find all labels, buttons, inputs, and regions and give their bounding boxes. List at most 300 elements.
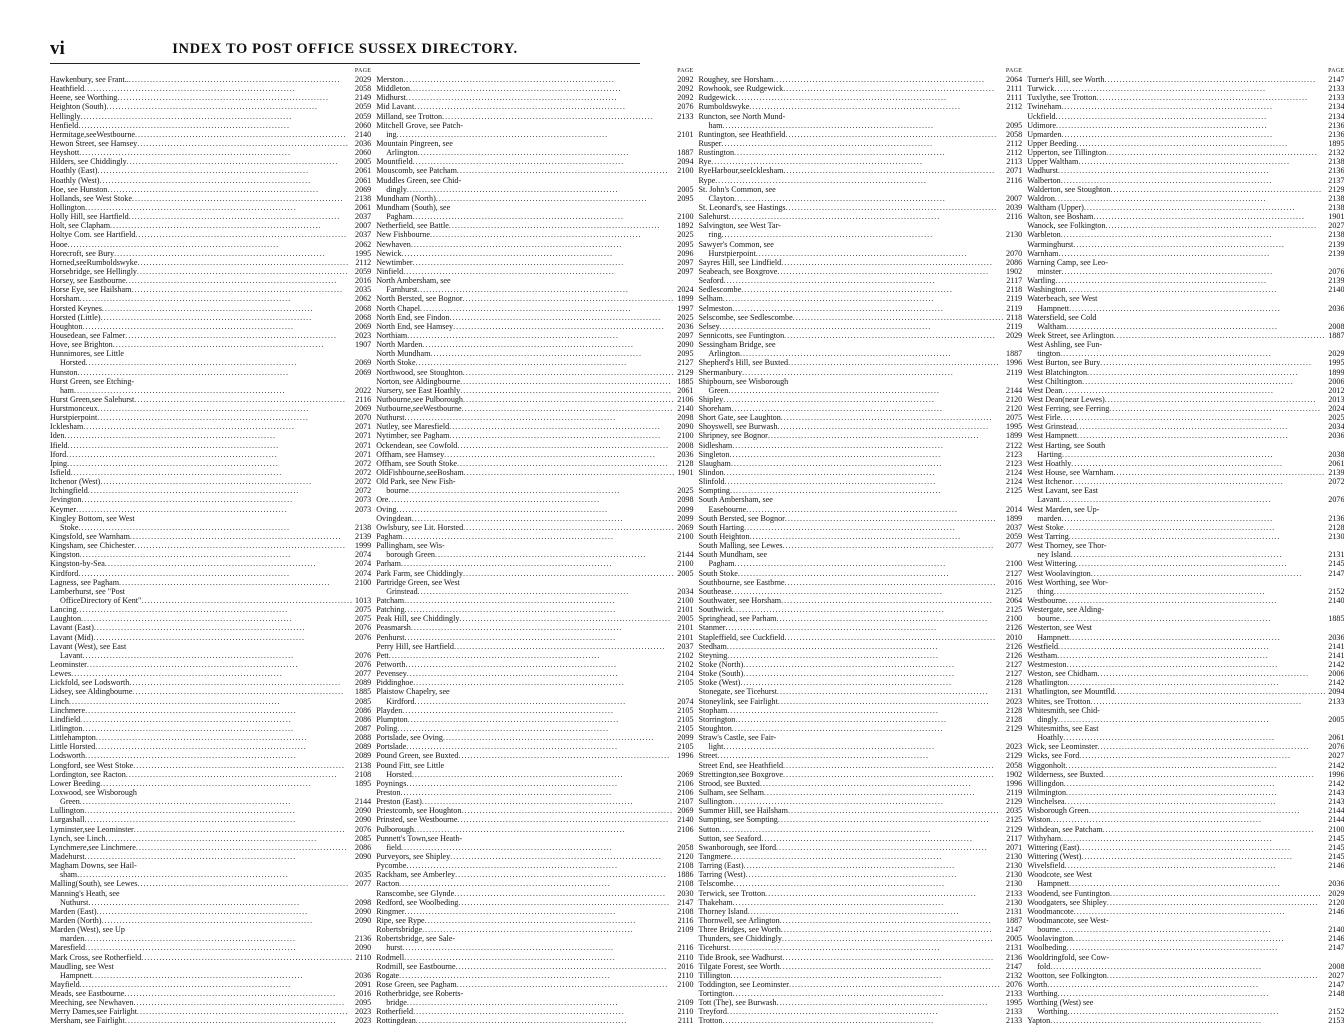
- entry-place-name: Purveyors, see Shipley: [376, 851, 451, 861]
- entry-page-number: 2119: [1006, 321, 1023, 331]
- entry-place-name: Shripney, see Bognor: [698, 431, 768, 441]
- entry-place-name: Pagham: [376, 532, 403, 542]
- entry-page-number: 2068: [355, 312, 372, 322]
- index-entry: [50, 276, 371, 285]
- leader-dots: [137, 1007, 353, 1016]
- leader-dots: [764, 788, 1004, 797]
- leader-dots: [1105, 221, 1326, 230]
- entry-page-number: 2141: [1328, 650, 1344, 660]
- entry-page-number: 2117: [1006, 276, 1023, 286]
- index-entry: [376, 84, 693, 93]
- leader-dots: [1066, 788, 1326, 797]
- leader-dots: [463, 569, 675, 578]
- entry-place-name: Selscombe, see Sedlescombe: [698, 312, 793, 322]
- leader-dots: [458, 898, 675, 907]
- entry-page-number: 1887: [677, 148, 694, 158]
- entry-page-number: 2077: [355, 879, 372, 889]
- leader-dots: [449, 431, 675, 440]
- entry-place-name: West Thorney, see Thor-: [1027, 541, 1107, 551]
- entry-place-name: Summer Hill, see Hailsham: [698, 806, 788, 816]
- leader-dots: [1093, 212, 1326, 221]
- entry-page-number: 2035: [355, 285, 372, 295]
- index-entry: [1027, 404, 1344, 413]
- leader-dots: [1065, 861, 1327, 870]
- index-entry: [50, 93, 371, 102]
- entry-place-name: Hewon Street, see Hamsey: [50, 138, 138, 148]
- index-entry: [376, 267, 693, 276]
- index-entry: [698, 377, 1022, 386]
- entry-page-number: 2098: [355, 897, 372, 907]
- index-entry: [50, 422, 371, 431]
- index-entry: [376, 870, 693, 879]
- leader-dots: [106, 102, 353, 111]
- index-entry: [698, 916, 1022, 925]
- leader-dots: [1110, 185, 1326, 194]
- entry-page-number: 2059: [355, 102, 372, 112]
- index-entry: [1027, 84, 1344, 93]
- entry-place-name: Woodmancote, see West-: [1027, 915, 1109, 925]
- leader-dots: [744, 861, 1004, 870]
- index-entry: [698, 468, 1022, 477]
- leader-dots: [1056, 121, 1326, 130]
- entry-place-name: Hellingly: [50, 111, 81, 121]
- index-entry: [1027, 623, 1344, 632]
- entry-place-name: Horsted: [60, 358, 86, 368]
- entry-place-name: Arlington: [708, 349, 740, 359]
- leader-dots: [454, 642, 675, 651]
- entry-page-number: 2097: [677, 330, 694, 340]
- leader-dots: [730, 450, 1005, 459]
- leader-dots: [785, 130, 1004, 139]
- entry-place-name: Penhurst: [376, 632, 405, 642]
- entry-place-name: Horecroft, see Bury: [50, 248, 115, 258]
- entry-place-name: Jevington: [50, 495, 82, 505]
- index-entry: [50, 971, 371, 980]
- entry-place-name: Oving: [376, 504, 397, 514]
- index-entry: [376, 249, 693, 258]
- index-entry: [698, 523, 1022, 532]
- entry-place-name: Marden (West), see Up: [50, 925, 125, 935]
- index-entry: [376, 294, 693, 303]
- index-entry: [1027, 377, 1344, 386]
- entry-page-number: 2007: [355, 221, 372, 231]
- entry-place-name: Rustington: [698, 148, 735, 158]
- leader-dots: [449, 221, 676, 230]
- index-entry: [50, 304, 371, 313]
- leader-dots: [733, 879, 1004, 888]
- index-entry: [698, 815, 1022, 824]
- entry-place-name: Slaugham: [698, 458, 731, 468]
- index-entry: [698, 285, 1022, 294]
- entry-page-number: 2100: [1006, 559, 1023, 569]
- entry-place-name: North Chapel: [376, 303, 421, 313]
- entry-place-name: Upmarden: [1027, 129, 1062, 139]
- leader-dots: [98, 404, 353, 413]
- entry-page-number: 2138: [355, 522, 372, 532]
- leader-dots: [402, 532, 675, 541]
- index-entry: [376, 258, 693, 267]
- index-entry: [376, 304, 693, 313]
- index-entry: [376, 541, 693, 550]
- entry-page-number: 1887: [1006, 915, 1023, 925]
- leader-dots: [1063, 733, 1326, 742]
- leader-dots: [746, 870, 1004, 879]
- leader-dots: [135, 130, 353, 139]
- entry-place-name: Littlehampton: [50, 733, 96, 743]
- entry-page-number: 2076: [1328, 266, 1344, 276]
- entry-place-name: Green: [708, 385, 729, 395]
- entry-place-name: Nuthurst: [60, 897, 89, 907]
- entry-place-name: Offham, see South Stoke: [376, 458, 457, 468]
- entry-place-name: Heene, see Worthing: [50, 93, 118, 103]
- leader-dots: [778, 815, 1004, 824]
- entry-place-name: Wilderness, see Buxted: [1027, 769, 1104, 779]
- entry-page-number: 2140: [1328, 925, 1344, 935]
- entry-place-name: Whites, see Trotton: [1027, 696, 1091, 706]
- index-entry: [698, 751, 1022, 760]
- index-entry: [698, 697, 1022, 706]
- leader-dots: [756, 249, 1004, 258]
- entry-page-number: 2152: [1328, 586, 1344, 596]
- entry-place-name: OldFishbourne,seeBosham: [376, 468, 464, 478]
- entry-page-number: 2097: [677, 257, 694, 267]
- entry-page-number: 2127: [1006, 660, 1023, 669]
- index-entry: [698, 331, 1022, 340]
- entry-place-name: Mitchell Grove, see Patch-: [376, 120, 463, 130]
- entry-place-name: Telscombe: [698, 879, 734, 889]
- entry-place-name: Rumboldswyke: [698, 102, 750, 112]
- index-entry: [1027, 706, 1344, 715]
- entry-place-name: Southwick: [698, 605, 734, 615]
- leader-dots: [1061, 230, 1327, 239]
- entry-place-name: Lower Beeding: [50, 778, 101, 788]
- index-entry: [1027, 825, 1344, 834]
- entry-page-number: 2112: [1006, 148, 1023, 158]
- entry-page-number: 2133: [1328, 696, 1344, 706]
- entry-page-number: 2130: [1006, 230, 1023, 240]
- entry-place-name: Stoke (West): [698, 678, 741, 688]
- entry-page-number: 2147: [1006, 925, 1023, 935]
- entry-page-number: 2130: [1006, 897, 1023, 907]
- entry-page-number: 2007: [1006, 193, 1023, 203]
- leader-dots: [405, 413, 676, 422]
- index-entry: [376, 349, 693, 358]
- entry-place-name: Selmeston: [698, 303, 733, 313]
- entry-place-name: Shipley: [698, 394, 724, 404]
- entry-place-name: Short Gate, see Laughton: [698, 413, 781, 423]
- entry-place-name: North Mundham: [376, 349, 431, 359]
- leader-dots: [457, 459, 675, 468]
- index-entry: [376, 687, 693, 696]
- leader-dots: [723, 294, 1005, 303]
- leader-dots: [727, 1007, 1004, 1016]
- leader-dots: [414, 825, 675, 834]
- entry-page-number: 2100: [677, 212, 694, 222]
- leader-dots: [1061, 834, 1326, 843]
- leader-dots: [422, 340, 675, 349]
- entry-place-name: Seabeach, see Boxgrove: [698, 266, 778, 276]
- entry-page-number: 2025: [677, 312, 694, 322]
- entry-page-number: 2076: [1328, 495, 1344, 505]
- entry-place-name: West Lavant, see East: [1027, 486, 1099, 496]
- leader-dots: [1067, 660, 1327, 669]
- entry-place-name: Kirdford: [50, 568, 79, 578]
- entry-page-number: 2143: [1328, 787, 1344, 797]
- leader-dots: [784, 633, 1004, 642]
- leader-dots: [135, 230, 353, 239]
- leader-dots: [457, 980, 676, 989]
- index-entry: [698, 130, 1022, 139]
- entry-place-name: Horse Eye, see Hailsham: [50, 285, 132, 295]
- leader-dots: [132, 687, 353, 696]
- entry-page-number: 2058: [677, 842, 694, 852]
- entry-page-number: 2034: [1328, 422, 1344, 432]
- leader-dots: [1113, 468, 1326, 477]
- leader-dots: [84, 934, 353, 943]
- entry-place-name: Plumpton: [376, 714, 408, 724]
- entry-place-name: field: [386, 842, 402, 852]
- leader-dots: [126, 276, 353, 285]
- index-entry: [376, 559, 693, 568]
- leader-dots: [1064, 523, 1327, 532]
- leader-dots: [71, 669, 353, 678]
- leader-dots: [1106, 148, 1326, 157]
- entry-page-number: 2132: [1328, 148, 1344, 158]
- leader-dots: [430, 349, 675, 358]
- index-entry: [698, 980, 1022, 989]
- index-entry: [50, 121, 371, 130]
- entry-place-name: Grinstead: [386, 586, 418, 596]
- leader-dots: [782, 934, 1004, 943]
- leader-dots: [99, 176, 353, 185]
- index-entry: [1027, 331, 1344, 340]
- entry-place-name: Ore: [376, 495, 389, 505]
- entry-page-number: 2129: [1006, 824, 1023, 834]
- index-entry: [50, 614, 371, 623]
- index-entry: [1027, 276, 1344, 285]
- entry-place-name: Waltham: [1037, 321, 1067, 331]
- entry-place-name: Worthing: [1027, 989, 1058, 999]
- entry-page-number: 2101: [677, 632, 694, 642]
- entry-place-name: Pagham: [708, 559, 735, 569]
- index-entry: [376, 477, 693, 486]
- index-entry: [376, 523, 693, 532]
- index-entry: [1027, 715, 1344, 724]
- leader-dots: [748, 907, 1004, 916]
- entry-page-number: 2061: [355, 175, 372, 185]
- index-entry: [50, 934, 371, 943]
- index-entry: [1027, 166, 1344, 175]
- entry-place-name: Tarring (West): [698, 870, 746, 880]
- index-entry: [50, 596, 371, 605]
- entry-page-number: 2140: [677, 815, 694, 825]
- leader-dots: [458, 751, 675, 760]
- entry-page-number: 2127: [1006, 568, 1023, 578]
- entry-page-number: 2085: [355, 833, 372, 843]
- entry-page-number: 2119: [1006, 367, 1023, 377]
- index-entry: [50, 267, 371, 276]
- entry-page-number: 2099: [677, 504, 694, 514]
- leader-dots: [1068, 678, 1327, 687]
- leader-dots: [94, 623, 353, 632]
- entry-place-name: Stoke: [60, 522, 79, 532]
- entry-page-number: 1899: [1328, 367, 1344, 377]
- index-entry: [698, 825, 1022, 834]
- entry-place-name: Sessingham Bridge, see: [698, 340, 776, 350]
- leader-dots: [126, 770, 353, 779]
- leader-dots: [457, 166, 675, 175]
- leader-dots: [463, 294, 676, 303]
- leader-dots: [1061, 514, 1326, 523]
- leader-dots: [78, 121, 353, 130]
- entry-page-number: 2124: [1006, 468, 1023, 478]
- index-entry: [1027, 1007, 1344, 1016]
- index-entry: [1027, 450, 1344, 459]
- index-entry: [1027, 240, 1344, 249]
- entry-page-number: 2069: [355, 184, 372, 194]
- index-entry: [376, 486, 693, 495]
- entry-page-number: 2095: [1006, 120, 1023, 130]
- entry-page-number: 1996: [1328, 769, 1344, 779]
- entry-place-name: Racton: [376, 879, 400, 889]
- leader-dots: [125, 331, 353, 340]
- entry-page-number: 2123: [1006, 449, 1023, 459]
- entry-place-name: Ifield: [50, 440, 68, 450]
- entry-page-number: 2075: [355, 605, 372, 615]
- leader-dots: [761, 834, 1004, 843]
- leader-dots: [1061, 267, 1326, 276]
- leader-dots: [397, 724, 675, 733]
- leader-dots: [731, 459, 1004, 468]
- entry-place-name: ring: [708, 230, 722, 240]
- index-entry: [50, 386, 371, 395]
- entry-place-name: Leominster: [50, 660, 87, 669]
- entry-place-name: Perry Hill, see Hartfield: [376, 641, 454, 651]
- leader-dots: [777, 422, 1004, 431]
- index-entry: [50, 550, 371, 559]
- entry-page-number: 2005: [677, 568, 694, 578]
- entry-place-name: Robertsbridge, see Sale-: [376, 934, 456, 944]
- index-entry: [698, 642, 1022, 651]
- index-entry: [50, 669, 371, 678]
- entry-place-name: Sawyer's Common, see: [698, 239, 774, 249]
- entry-page-number: 2111: [1006, 93, 1023, 103]
- entry-place-name: Henfield: [50, 120, 79, 130]
- index-entry: [1027, 761, 1344, 770]
- entry-place-name: Lavant: [60, 650, 83, 660]
- entry-page-number: 2100: [1328, 824, 1344, 834]
- index-entry: [1027, 514, 1344, 523]
- entry-page-number: 2071: [355, 431, 372, 441]
- entry-page-number: 2013: [1328, 394, 1344, 404]
- page-header: [50, 38, 640, 62]
- entry-place-name: Partridge Green, see West: [376, 577, 460, 587]
- entry-page-number: 2037: [1006, 522, 1023, 532]
- entry-place-name: thing: [1037, 586, 1054, 596]
- entry-place-name: Tangmere: [698, 851, 731, 861]
- entry-page-number: 2038: [1328, 449, 1344, 459]
- entry-page-number: 2005: [677, 184, 694, 194]
- index-entry: [698, 797, 1022, 806]
- leader-dots: [786, 203, 1004, 212]
- entry-place-name: Itchingfield: [50, 486, 88, 496]
- entry-place-name: Springhead, see Parham: [698, 614, 777, 624]
- entry-place-name: Lynch, see Linch: [50, 833, 106, 843]
- index-entry: [50, 84, 371, 93]
- leader-dots: [783, 166, 1004, 175]
- entry-page-number: 2108: [355, 769, 372, 779]
- leader-dots: [1087, 368, 1326, 377]
- leader-dots: [412, 212, 675, 221]
- entry-page-number: 2128: [677, 458, 694, 468]
- entry-page-number: 2073: [355, 504, 372, 514]
- leader-dots: [442, 112, 675, 121]
- entry-page-number: 1995: [1328, 358, 1344, 368]
- entry-place-name: Hunnimores, see Little: [50, 349, 124, 359]
- entry-page-number: 2068: [355, 303, 372, 313]
- index-entry: [1027, 751, 1344, 760]
- entry-page-number: 2025: [677, 230, 694, 240]
- entry-place-name: Mountfield: [376, 157, 413, 167]
- leader-dots: [129, 678, 353, 687]
- entry-place-name: Walton, see Bosham: [1027, 212, 1094, 222]
- index-entry: [1027, 441, 1344, 450]
- leader-dots: [134, 541, 353, 550]
- entry-place-name: Clayton: [708, 193, 735, 203]
- entry-place-name: Hoathly (West): [50, 175, 100, 185]
- entry-page-number: 2087: [355, 723, 372, 733]
- leader-dots: [95, 742, 353, 751]
- entry-page-number: 2109: [677, 925, 694, 935]
- leader-dots: [82, 322, 353, 331]
- entry-page-number: 2058: [355, 84, 372, 94]
- leader-dots: [134, 825, 353, 834]
- leader-dots: [780, 962, 1004, 971]
- entry-page-number: 2016: [355, 276, 372, 286]
- leader-dots: [413, 678, 675, 687]
- leader-dots: [80, 715, 353, 724]
- leader-dots: [1077, 422, 1327, 431]
- entry-place-name: North Ambersham, see: [376, 276, 451, 286]
- leader-dots: [422, 925, 675, 934]
- entry-page-number: 2131: [1006, 687, 1023, 697]
- entry-page-number: 2023: [355, 1007, 372, 1017]
- entry-page-number: 2126: [1006, 650, 1023, 660]
- entry-place-name: Mountain Pingreen, see: [376, 138, 453, 148]
- entry-place-name: Meeching, see Newhaven: [50, 998, 134, 1008]
- leader-dots: [1066, 322, 1326, 331]
- leader-dots: [735, 715, 1004, 724]
- entry-place-name: Manning's Heath, see: [50, 888, 120, 898]
- index-entry: [698, 925, 1022, 934]
- leader-dots: [1061, 130, 1326, 139]
- leader-dots: [733, 989, 1004, 998]
- index-entry: [1027, 724, 1344, 733]
- entry-page-number: 2127: [677, 358, 694, 368]
- index-entry: [698, 678, 1022, 687]
- entry-page-number: 2138: [1328, 157, 1344, 167]
- leader-dots: [730, 486, 1004, 495]
- leader-dots: [1069, 532, 1327, 541]
- entry-place-name: Malling(South), see Lewes: [50, 879, 138, 889]
- index-entry: [376, 852, 693, 861]
- entry-place-name: West Firle: [1027, 413, 1061, 423]
- entry-place-name: Worthing: [1037, 1007, 1068, 1017]
- index-entry: [698, 669, 1022, 678]
- leader-dots: [728, 386, 1004, 395]
- leader-dots: [129, 75, 353, 84]
- entry-page-number: 2008: [1328, 321, 1344, 331]
